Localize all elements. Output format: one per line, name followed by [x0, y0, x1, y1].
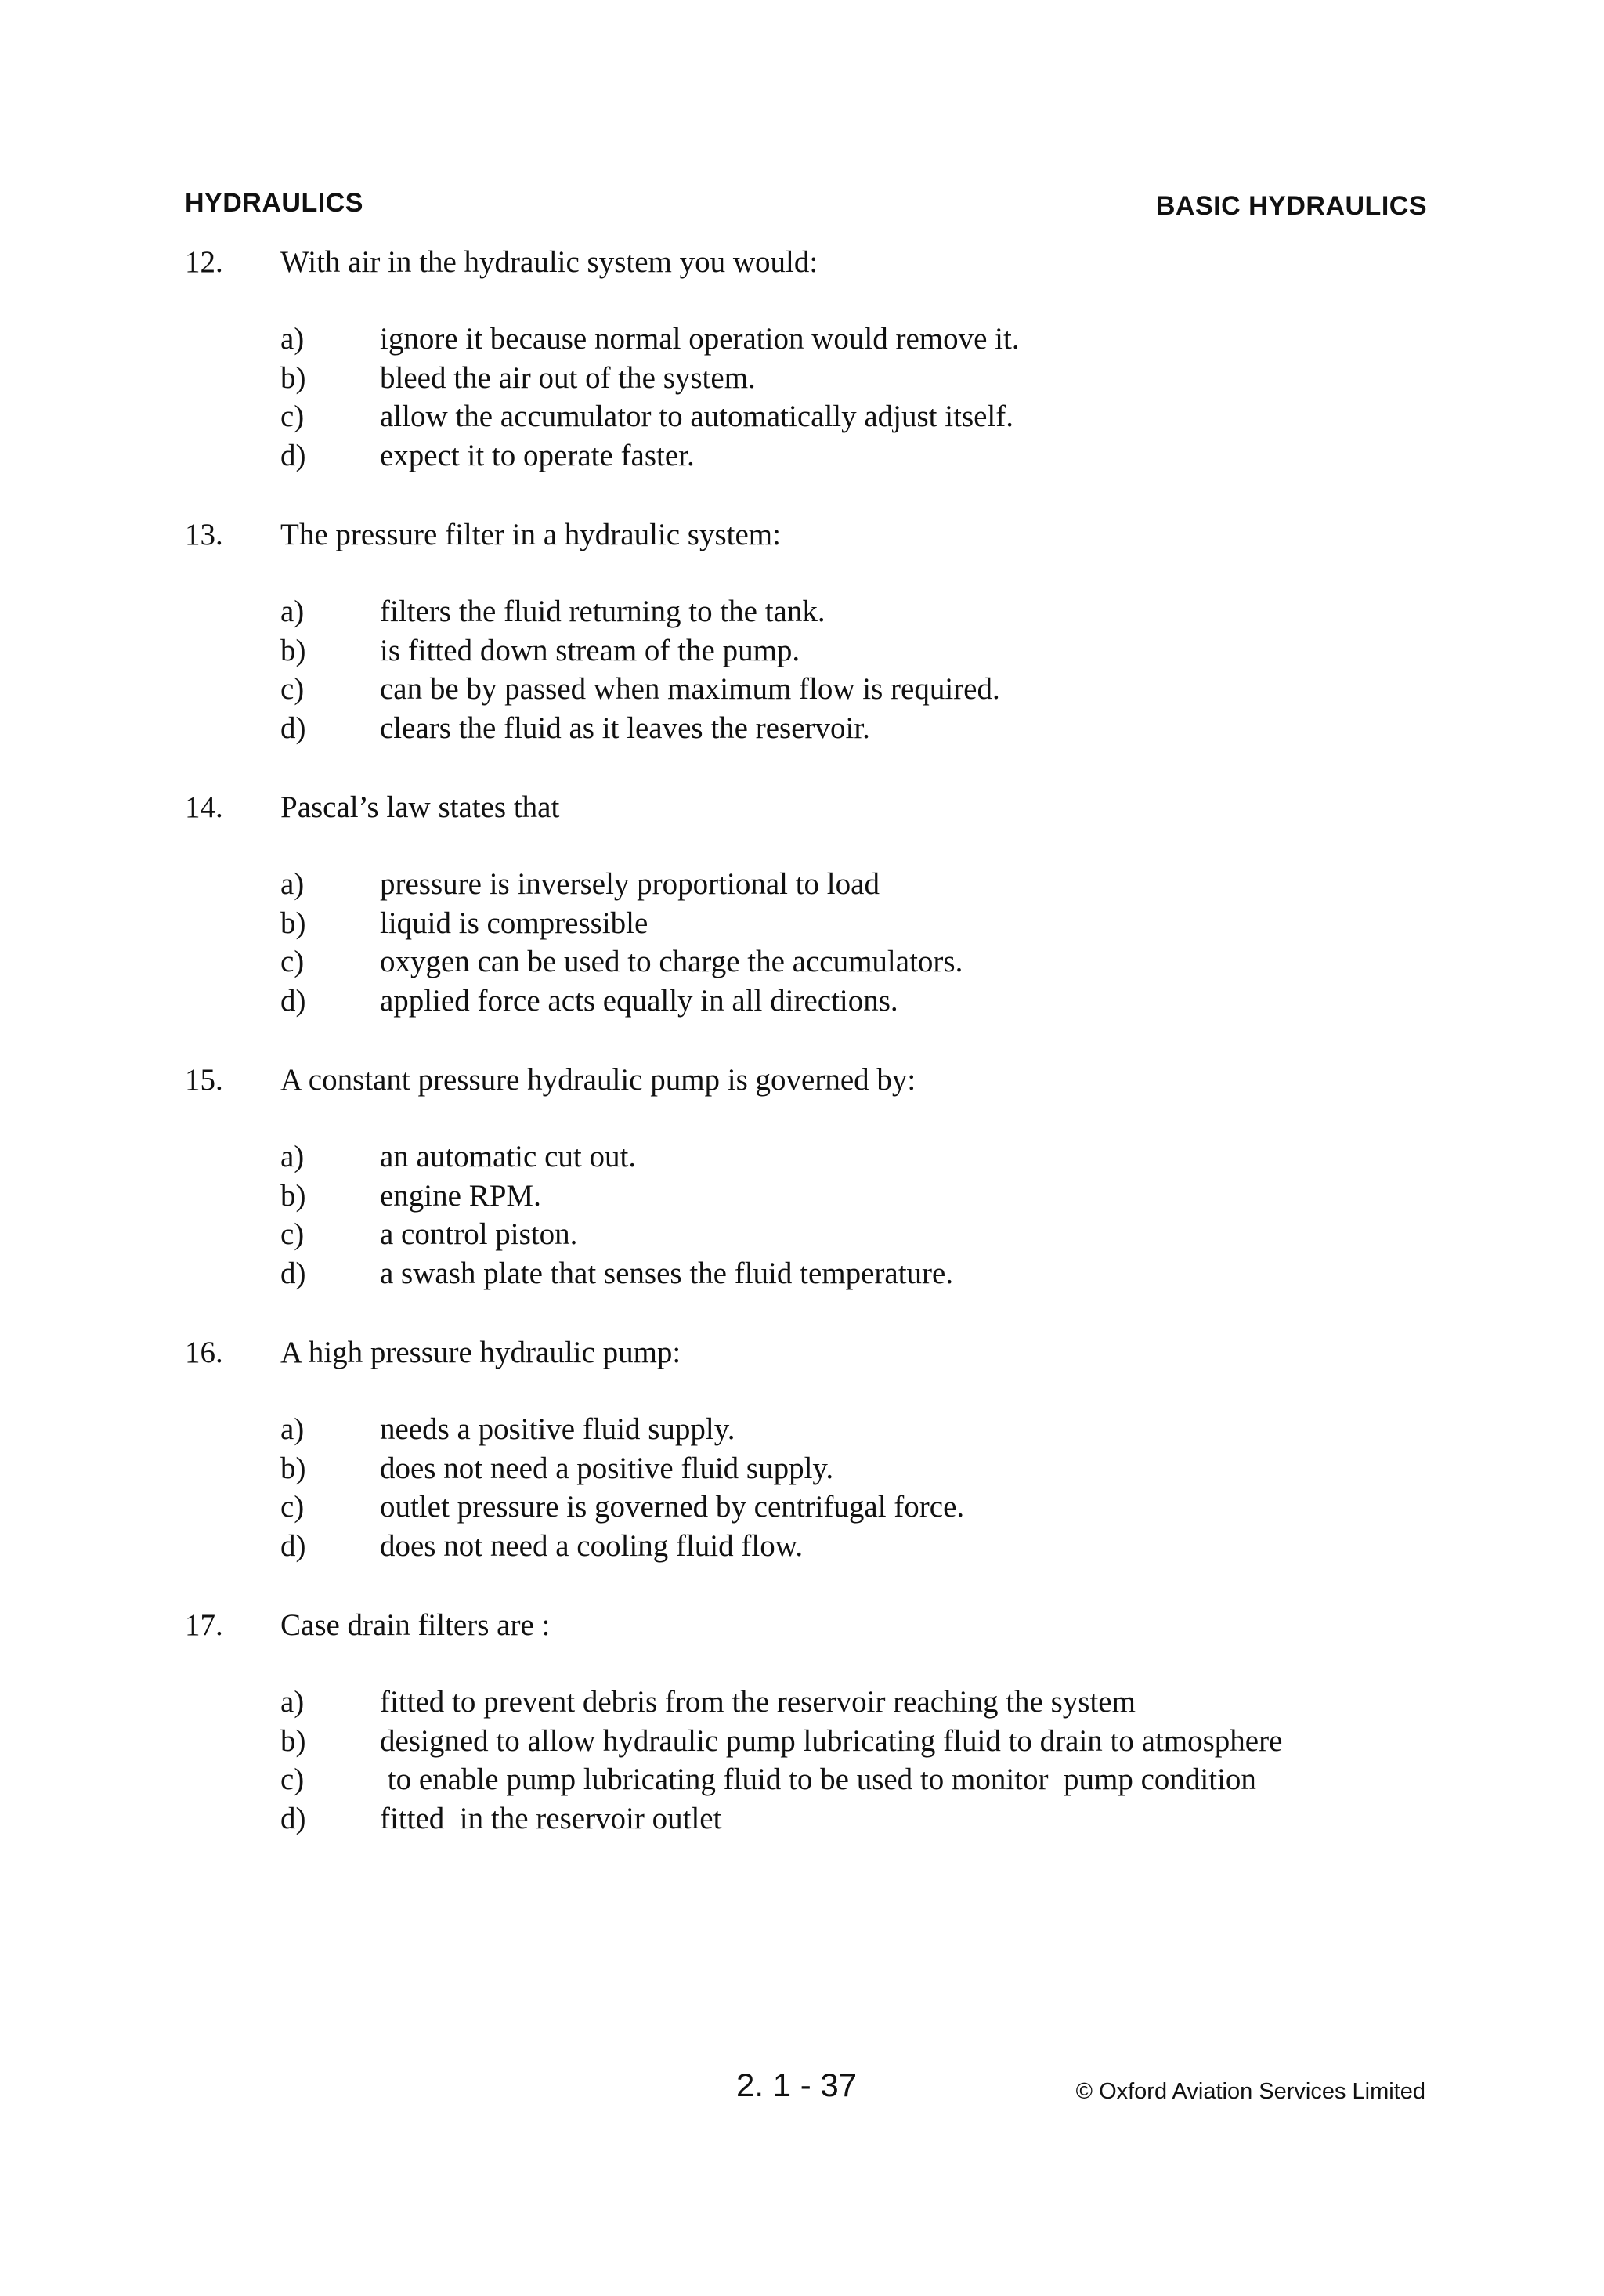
option-text: does not need a cooling fluid flow. — [380, 1528, 804, 1563]
option-text: fitted to prevent debris from the reservoir reaching the system — [380, 1685, 1136, 1719]
option-letter: b) — [280, 906, 306, 940]
option-letter: b) — [280, 360, 306, 395]
option-letter: b) — [280, 1723, 306, 1758]
question-text: A high pressure hydraulic pump: — [280, 1336, 681, 1369]
question-17 — [185, 1606, 1438, 1878]
option-text: allow the accumulator to automatically adjust itself. — [380, 400, 1014, 433]
option-text: applied force acts equally in all directions. — [380, 983, 898, 1018]
header-section-title: BASIC HYDRAULICS — [1155, 191, 1427, 221]
question-number: 14. — [185, 790, 223, 824]
option-letter: a) — [280, 1685, 305, 1719]
option-letter: c) — [280, 400, 305, 433]
option-text: to enable pump lubricating fluid to be used to monitor pump condition — [380, 1763, 1256, 1796]
option-letter: a) — [280, 867, 305, 901]
question-list — [185, 243, 1438, 1878]
option-text: ignore it because normal operation would remove it. — [380, 322, 1020, 356]
option-letter: d) — [280, 710, 306, 745]
question-text: Case drain filters are : — [280, 1608, 551, 1642]
option-letter: d) — [280, 1528, 306, 1563]
option-text: engine RPM. — [380, 1178, 541, 1213]
question-number: 12. — [185, 245, 223, 279]
option-text: clears the fluid as it leaves the reservoir. — [380, 710, 870, 745]
question-text: The pressure filter in a hydraulic system: — [280, 518, 781, 551]
question-number: 15. — [185, 1063, 223, 1097]
option-letter: b) — [280, 1451, 306, 1485]
question-number: 17. — [185, 1608, 223, 1642]
question-14 — [185, 788, 1438, 1061]
question-number: 13. — [185, 518, 223, 551]
option-text: outlet pressure is governed by centrifugal force. — [380, 1490, 965, 1524]
page-number: 2. 1 - 37 — [736, 2066, 858, 2103]
option-letter: a) — [280, 1412, 305, 1446]
question-16 — [185, 1333, 1438, 1606]
option-text: a control piston. — [380, 1217, 578, 1251]
option-text: an automatic cut out. — [380, 1140, 637, 1173]
option-letter: c) — [280, 1763, 305, 1796]
question-text: With air in the hydraulic system you would: — [280, 245, 818, 279]
option-letter: a) — [280, 1140, 305, 1173]
option-letter: b) — [280, 633, 306, 667]
option-letter: d) — [280, 1256, 306, 1290]
question-15 — [185, 1061, 1438, 1333]
copyright-notice: © Oxford Aviation Services Limited — [1075, 2079, 1425, 2104]
option-letter: a) — [280, 322, 305, 356]
question-12 — [185, 243, 1438, 515]
option-text: oxygen can be used to charge the accumulators. — [380, 945, 963, 978]
option-letter: d) — [280, 438, 306, 472]
option-text: pressure is inversely proportional to load — [380, 867, 880, 901]
option-text: bleed the air out of the system. — [380, 360, 756, 395]
option-text: does not need a positive fluid supply. — [380, 1451, 834, 1485]
option-text: needs a positive fluid supply. — [380, 1412, 735, 1446]
option-text: a swash plate that senses the fluid temperature. — [380, 1256, 954, 1290]
option-letter: c) — [280, 1490, 305, 1524]
option-letter: c) — [280, 672, 305, 706]
option-letter: d) — [280, 983, 306, 1018]
option-letter: a) — [280, 595, 305, 628]
option-letter: b) — [280, 1178, 306, 1213]
option-letter: c) — [280, 945, 305, 978]
option-text: filters the fluid returning to the tank. — [380, 595, 825, 628]
option-letter: d) — [280, 1801, 306, 1835]
option-text: is fitted down stream of the pump. — [380, 633, 800, 667]
option-text: liquid is compressible — [380, 906, 648, 940]
option-text: expect it to operate faster. — [380, 438, 695, 472]
option-letter: c) — [280, 1217, 305, 1251]
question-text: Pascal’s law states that — [280, 790, 560, 824]
question-text: A constant pressure hydraulic pump is governed by: — [280, 1063, 916, 1097]
option-text: fitted in the reservoir outlet — [380, 1801, 722, 1835]
question-13 — [185, 515, 1438, 788]
question-number: 16. — [185, 1336, 223, 1369]
header-chapter-title: HYDRAULICS — [185, 188, 363, 218]
option-text: can be by passed when maximum flow is required. — [380, 672, 1000, 706]
option-text: designed to allow hydraulic pump lubricating fluid to drain to atmosphere — [380, 1723, 1283, 1758]
